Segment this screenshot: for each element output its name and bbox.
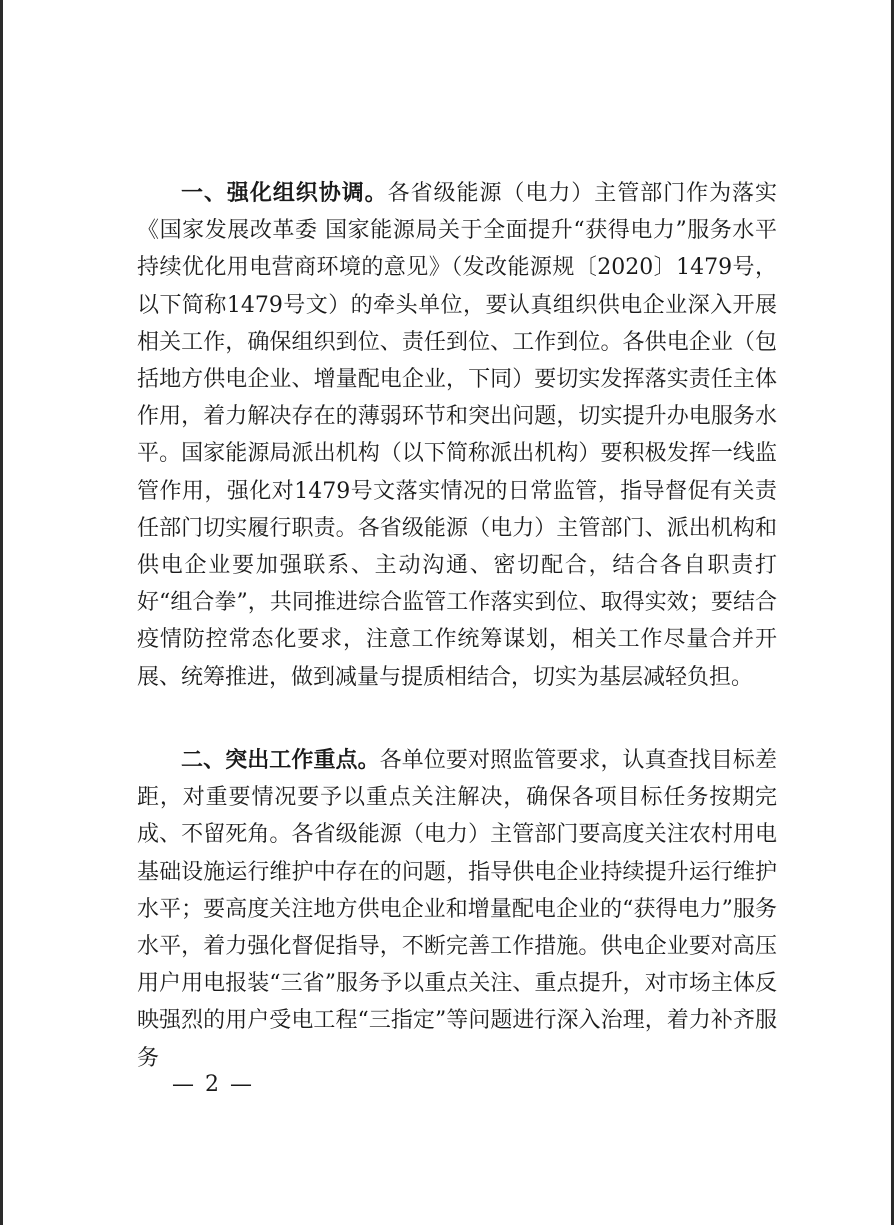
scan-edge-left <box>0 0 3 1225</box>
paragraph-body: 各省级能源（电力）主管部门作为落实《国家发展改革委 国家能源局关于全面提升“获得电力”服务水平 持续优化用电营商环境的意见》（发改能源规〔2020〕1479号，以下简称1479号文）的牵头单位，要认真组织供电企业深入开展相关工作，确保组织到位、责任到位、工作到位。各供电企业（包括地方供电企业、增量配电企业，下同）要切实发挥落实责任主体作用，着力解决存在的薄弱环节和突出问题，切实提升办电服务水平。国家能源局派出机构（以下简称派出机构）要积极发挥一线监管作用，强化对1479号文落实情况的日常监管，指导督促有关责任部门切实履行职责。各省级能源（电力）主管部门、派出机构和供电企业要加强联系、主动沟通、密切配合，结合各自职责打好“组合拳”，共同推进综合监管工作落实到位、取得实效；要结合疫情防控常态化要求，注意工作统筹谋划，相关工作尽量合并开展、统筹推进，做到减量与提质相结合，切实为基层减轻负担。 <box>137 181 777 690</box>
paragraph-body: 各单位要对照监管要求，认真查找目标差距，对重要情况要予以重点关注解决，确保各项目标任务按期完成、不留死角。各省级能源（电力）主管部门要高度关注农村用电基础设施运行维护中存在的问题，指导供电企业持续提升运行维护水平；要高度关注地方供电企业和增量配电企业的“获得电力”服务水平，着力强化督促指导，不断完善工作措施。供电企业要对高压用户用电报装“三省”服务予以重点关注、重点提升，对市场主体反映强烈的用户受电工程“三指定”等问题进行深入治理，着力补齐服务 <box>137 748 777 1071</box>
paragraph-key-work <box>137 742 777 1077</box>
paragraph-heading: 一、强化组织协调。 <box>181 181 388 206</box>
page-number: — 2 — <box>172 1072 254 1097</box>
paragraph-heading: 二、突出工作重点。 <box>181 748 380 773</box>
paragraph-organization <box>137 175 777 696</box>
